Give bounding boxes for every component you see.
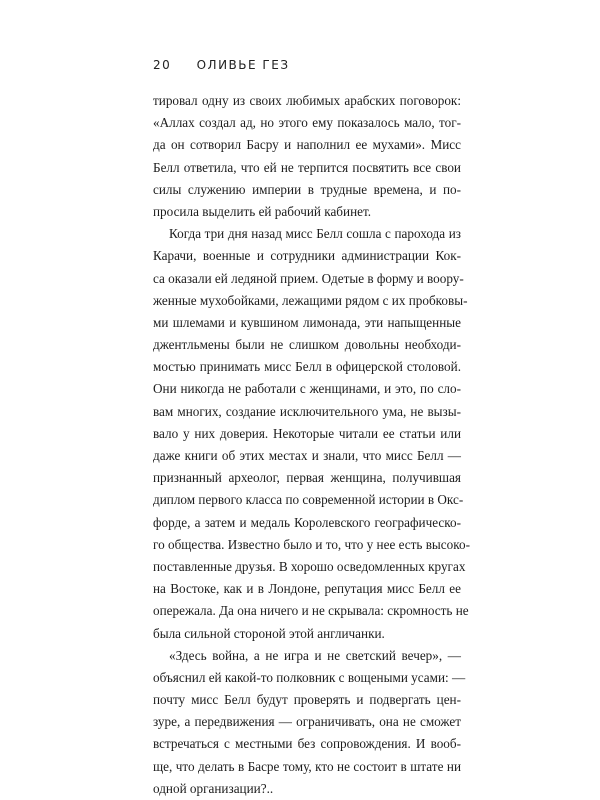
text-line: на Востоке, как и в Лондоне, репутация мисс Белл ее [153,581,461,597]
body-text [153,90,470,800]
text-line: тировал одну из своих любимых арабских поговорок: [153,93,461,108]
text-line: Белл ответила, что ей не терпится посвятить все свои [153,159,461,175]
paragraph [153,645,466,800]
text-line: опережала. Да она ничего и не скрывала: скромность не [153,603,469,619]
text-line: ще, что делать в Басре тому, кто не состоит в штате ни [153,758,461,774]
text-line: зуре, а передвижения — ограничивать, она не сможет [153,714,461,730]
text-line: объяснил ей какой-то полковник с вощеными усами: — [153,669,466,685]
text-line: просила выделить ей рабочий кабинет. [153,203,372,219]
text-line: форде, а затем и медаль Королевского географическо- [153,514,461,530]
text-line: джентльмены были не слишком довольны необходи- [153,337,461,353]
author-name: ОЛИВЬЕ ГЕЗ [196,58,290,72]
text-line: была сильной стороной этой англичанки. [153,625,385,641]
text-line: даже книги об этих местах и знали, что мисс Белл — [153,448,461,463]
text-line: признанный археолог, первая женщина, получившая [153,470,461,486]
text-line: да он сотворил Басру и наполнил ее мухами». Мисс [153,137,461,153]
text-line: вало у них доверия. Некоторые читали ее статьи или [153,425,461,441]
text-line: диплом первого класса по современной истории в Окс- [153,492,464,508]
text-line: женные мухобойками, лежащими рядом с их пробковы- [153,292,468,308]
text-line: почту мисс Белл будут проверять и подвергать цен- [153,692,461,708]
running-header [153,58,290,72]
text-line: Они никогда не работали с женщинами, и это, по сло- [153,381,461,397]
paragraph [153,223,470,645]
text-line: «Здесь война, а не игра и не светский вечер», — [169,647,461,663]
text-line: вам многих, создание исключительного ума, не вызы- [153,403,461,419]
text-line: Когда три дня назад мисс Белл сошла с парохода из [169,226,461,242]
text-line: одной организации?.. [153,780,274,796]
text-line: встречаться с местными без сопровождения. И вооб- [153,736,461,752]
text-line: поставленные друзья. В хорошо осведомленных кругах [153,558,466,574]
text-line: «Аллах создал ад, но этого ему показалось мало, тог- [153,115,461,131]
text-line: са оказали ей ледяной прием. Одетые в форму и воору- [153,270,464,286]
page-number: 20 [153,58,172,72]
text-line: мостью принимать мисс Белл в офицерской столовой. [153,359,461,375]
text-line: го общества. Известно было и то, что у нее есть высоко- [153,536,470,552]
text-line: ми шлемами и кувшином лимонада, эти напыщенные [153,314,461,330]
text-line: Карачи, военные и сотрудники администрации Кок- [153,248,461,264]
text-line: силы служению империи в трудные времена, и по- [153,181,461,197]
paragraph [153,90,461,223]
